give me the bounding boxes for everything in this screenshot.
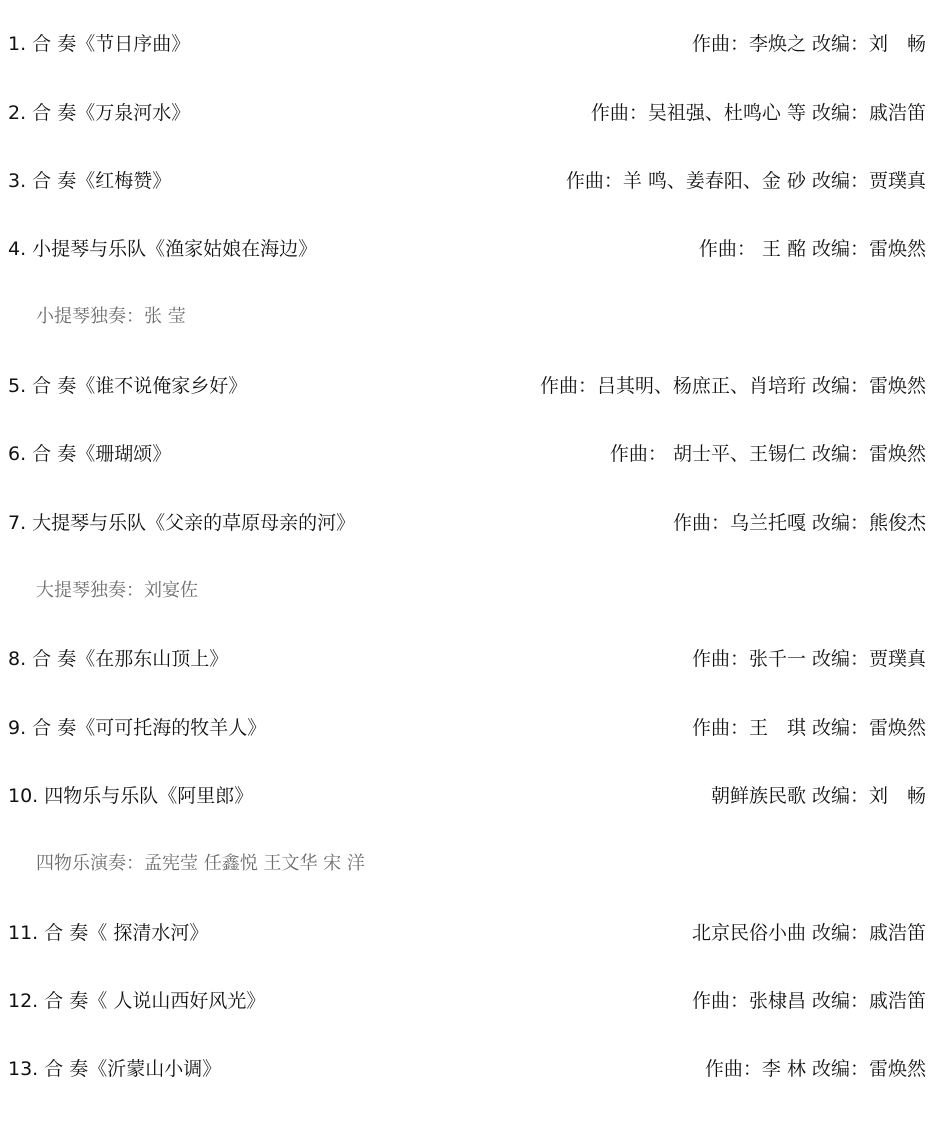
piece-credits: 作曲：吴祖强、杜鸣心 等 改编：戚浩笛 [590, 102, 926, 124]
piece-title: 3. 合 奏《红梅赞》 [8, 170, 172, 192]
piece-credits: 作曲：李 林 改编：雷焕然 [704, 1058, 926, 1080]
piece-title: 1. 合 奏《节日序曲》 [8, 33, 191, 55]
program-item [8, 439, 926, 469]
piece-credits: 作曲： 胡士平、王锡仁 改编：雷焕然 [609, 443, 926, 465]
piece-credits: 作曲：吕其明、杨庶正、肖培珩 改编：雷焕然 [539, 375, 926, 397]
piece-title: 13. 合 奏《沂蒙山小调》 [8, 1058, 222, 1080]
piece-title: 9. 合 奏《可可托海的牧羊人》 [8, 717, 267, 739]
program-item [8, 918, 926, 948]
piece-title: 2. 合 奏《万泉河水》 [8, 102, 191, 124]
piece-credits: 作曲：李焕之 改编：刘 畅 [691, 33, 926, 55]
piece-credits: 作曲：乌兰托嘎 改编：熊俊杰 [672, 512, 926, 534]
piece-credits: 北京民俗小曲 改编：戚浩笛 [691, 922, 926, 944]
program-item [8, 234, 926, 264]
piece-title: 5. 合 奏《谁不说俺家乡好》 [8, 375, 248, 397]
soloist-text: 小提琴独奏：张 莹 [36, 306, 186, 327]
soloist-line [36, 302, 926, 332]
piece-credits: 作曲：张棣昌 改编：戚浩笛 [691, 990, 926, 1012]
program-item [8, 29, 926, 59]
soloist-text: 大提琴独奏：刘宴佐 [36, 580, 198, 601]
program-item [8, 986, 926, 1016]
soloist-line [36, 576, 926, 606]
program-item [8, 713, 926, 743]
soloist-text: 四物乐演奏：孟宪莹 任鑫悦 王文华 宋 洋 [36, 853, 365, 874]
piece-title: 10. 四物乐与乐队《阿里郎》 [8, 785, 254, 807]
piece-title: 7. 大提琴与乐队《父亲的草原母亲的河》 [8, 512, 356, 534]
piece-title: 4. 小提琴与乐队《渔家姑娘在海边》 [8, 238, 318, 260]
program-item [8, 371, 926, 401]
program-item [8, 1054, 926, 1084]
program-item [8, 508, 926, 538]
program-item [8, 644, 926, 674]
piece-credits: 朝鲜族民歌 改编：刘 畅 [710, 785, 926, 807]
program-item [8, 166, 926, 196]
piece-credits: 作曲：羊 鸣、姜春阳、金 砂 改编：贾璞真 [565, 170, 926, 192]
piece-credits: 作曲：张千一 改编：贾璞真 [691, 648, 926, 670]
piece-title: 8. 合 奏《在那东山顶上》 [8, 648, 229, 670]
piece-title: 11. 合 奏《 探清水河》 [8, 922, 209, 944]
piece-credits: 作曲： 王 酩 改编：雷焕然 [698, 238, 926, 260]
piece-title: 12. 合 奏《 人说山西好风光》 [8, 990, 266, 1012]
piece-credits: 作曲：王 琪 改编：雷焕然 [691, 717, 926, 739]
program-item [8, 98, 926, 128]
soloist-line [36, 849, 926, 879]
piece-title: 6. 合 奏《珊瑚颂》 [8, 443, 172, 465]
program-item [8, 781, 926, 811]
